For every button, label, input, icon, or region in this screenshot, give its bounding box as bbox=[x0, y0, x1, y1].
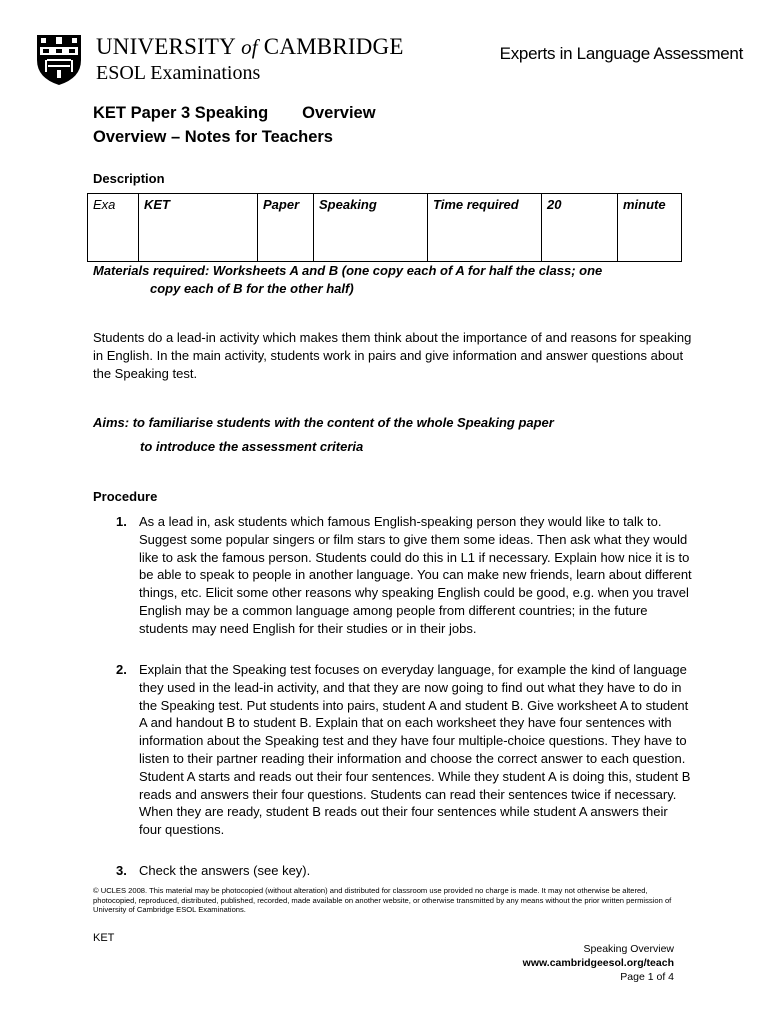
list-item-text: Check the answers (see key). bbox=[139, 863, 311, 878]
list-item-text: As a lead in, ask students which famous English-speaking person they would like to talk to. Suggest some popular singers or film stars to give them some ideas. Then ask what they would like to ask the famous person. Students could do this in L1 if necessary. Explain how nice it is to be able to speak to people in another language. You can make new friends, learn about different things, etc. Elicit some other reasons why speaking English could be good, e.g. when you travel English may be a common language among people from different countries; in the future students may need English for their studies or in their jobs. bbox=[139, 514, 692, 636]
footer-info bbox=[523, 942, 674, 984]
description-table bbox=[87, 193, 682, 262]
list-item bbox=[93, 513, 693, 638]
page-title bbox=[93, 102, 376, 124]
table-cell-speaking: Speaking bbox=[314, 194, 428, 262]
aims-line-1: Aims: to familiarise students with the content of the whole Speaking paper bbox=[93, 415, 554, 430]
table-cell-ket: KET bbox=[139, 194, 258, 262]
intro-paragraph: Students do a lead-in activity which makes them think about the importance of and reasons for speaking in English. In the main activity, students work in pairs and give information and answer questions about the Speaking test. bbox=[93, 330, 692, 381]
footer-exam-code: KET bbox=[93, 932, 115, 944]
cambridge-crest-icon bbox=[36, 34, 82, 86]
list-item bbox=[93, 661, 693, 839]
materials-line-2: copy each of B for the other half) bbox=[150, 280, 354, 296]
title-overview: Overview bbox=[302, 104, 376, 122]
list-item-number: 2. bbox=[116, 662, 127, 677]
copyright-notice: © UCLES 2008. This material may be photocopied (without alteration) and distributed for classroom use provided no charge is made. It may not otherwise be altered, photocopied, reproduced, distributed, published, recorded, made available on another website, or otherwise transmitted by any means without the prior written permission of University of Cambridge ESOL Examinations. bbox=[93, 886, 672, 915]
tagline: Experts in Language Assessment bbox=[499, 44, 743, 63]
table-cell-time-required: Time required bbox=[428, 194, 542, 262]
list-item-number: 1. bbox=[116, 514, 127, 529]
table-row bbox=[88, 194, 682, 262]
footer-url[interactable]: www.cambridgeesol.org/teach bbox=[522, 957, 674, 969]
esol-examinations: ESOL Examinations bbox=[96, 62, 261, 84]
aims-line-2: to introduce the assessment criteria bbox=[140, 439, 364, 454]
table-cell-exam: Exa bbox=[88, 194, 139, 262]
list-item bbox=[93, 862, 693, 880]
footer-page-number: Page 1 of 4 bbox=[620, 971, 674, 983]
description-heading: Description bbox=[93, 171, 165, 186]
list-item-number: 3. bbox=[116, 863, 127, 878]
title-paper: KET Paper 3 Speaking bbox=[93, 104, 269, 122]
university-word: UNIVERSITY bbox=[96, 34, 236, 59]
table-cell-minute: minute bbox=[618, 194, 682, 262]
table-cell-20: 20 bbox=[542, 194, 618, 262]
list-item-text: Explain that the Speaking test focuses on everyday language, for example the kind of language they used in the lead-in activity, and that they are now going to find out what they have to do in the Speaking test. Put students into pairs, student A and student B. Give worksheet A to student A and handout B to student B. Explain that on each worksheet they have four sentences with information about the Speaking test and they have four multiple-choice questions. They have to listen to their partner reading their information and choose the correct answer to each question. Student A starts and reads out their four sentences. While they student A is doing this, student B reads and answers their four questions. Students can read their sentences twice if necessary. When they are ready, student B reads out their four sentences while student A answers their four questions. bbox=[139, 662, 691, 838]
materials-line-1: Materials required: Worksheets A and B (one copy each of A for half the class; one bbox=[93, 263, 603, 278]
page-subtitle: Overview – Notes for Teachers bbox=[93, 128, 333, 146]
procedure-heading: Procedure bbox=[93, 489, 158, 504]
footer-doc-title: Speaking Overview bbox=[583, 943, 674, 955]
table-cell-paper: Paper bbox=[258, 194, 314, 262]
cambridge-word: CAMBRIDGE bbox=[263, 34, 404, 59]
materials-required bbox=[93, 262, 693, 297]
university-of: of bbox=[241, 35, 258, 59]
university-name bbox=[96, 34, 404, 60]
